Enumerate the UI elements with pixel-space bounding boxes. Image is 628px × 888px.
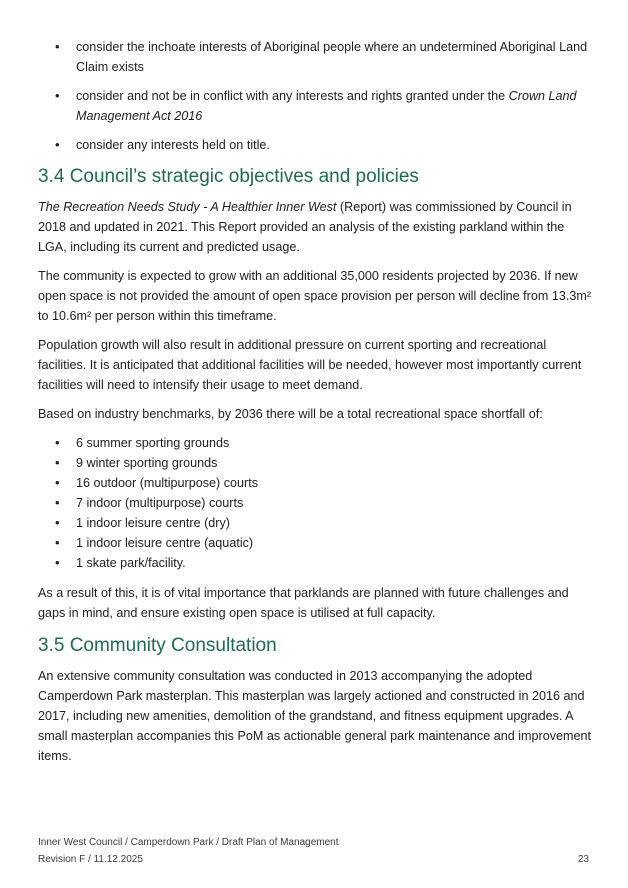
section-heading-3-5: 3.5 Community Consultation — [38, 635, 277, 656]
paragraph-conclusion: As a result of this, it is of vital importance that parklands are planned with future challenges and gaps in mind, and ensure existing open space is utilised at full capacity. — [38, 586, 569, 620]
footer-document-path: Inner West Council / Camperdown Park / Draft Plan of Management — [38, 837, 339, 848]
list-item: • 9 winter sporting grounds — [38, 453, 594, 473]
paragraph-growth: The community is expected to grow with an additional 35,000 residents projected by 2036. If new open space is not provided the amount of open space provision per person will decline from 13.3m² to 10.6m² per person within this timeframe. — [38, 269, 592, 323]
list-item: • 1 indoor leisure centre (dry) — [38, 513, 594, 533]
list-item: • 16 outdoor (multipurpose) courts — [38, 473, 594, 493]
list-item — [38, 135, 594, 155]
list-item: • 1 indoor leisure centre (aquatic) — [38, 533, 594, 553]
paragraph-text: (Report) was commissioned by Council in 2018 and updated in 2021. This Report provided an analysis of the existing parkland within the LGA, including its current and predicted usage. — [38, 200, 572, 254]
act-name: Crown Land Management Act 2016 — [76, 89, 577, 123]
paragraph-report — [38, 197, 594, 257]
footer-revision: Revision F / 11.12.2025 — [38, 854, 143, 865]
paragraph-benchmarks: Based on industry benchmarks, by 2036 there will be a total recreational space shortfall of: — [38, 407, 543, 421]
page-number: 23 — [577, 854, 589, 865]
list-item — [38, 86, 594, 126]
list-item-text: consider and not be in conflict with any interests and rights granted under the — [76, 89, 509, 103]
list-item-text: consider the inchoate interests of Aboriginal people where an undetermined Aboriginal Land Claim exists — [76, 40, 588, 74]
list-item: • 1 skate park/facility. — [38, 553, 594, 573]
shortfall-list — [38, 433, 594, 573]
page-footer — [38, 834, 339, 868]
section-heading-3-4: 3.4 Council’s strategic objectives and policies — [38, 166, 419, 187]
paragraph-pressure: Population growth will also result in additional pressure on current sporting and recreational facilities. It is anticipated that additional facilities will be needed, however most importantly current facilities will need to intensify their usage to meet demand. — [38, 338, 582, 392]
list-item: • 7 indoor (multipurpose) courts — [38, 493, 594, 513]
list-item — [38, 37, 594, 77]
list-item: • 6 summer sporting grounds — [38, 433, 594, 453]
list-item-text: consider any interests held on title. — [76, 138, 270, 152]
paragraph-consultation: An extensive community consultation was conducted in 2013 accompanying the adopted Camperdown Park masterplan. This masterplan was largely actioned and constructed in 2016 and 2017, including new amenities, demolition of the grandstand, and fitness equipment upgrades. A small masterplan accompanies this PoM as actionable general park maintenance and improvement items. — [38, 669, 592, 763]
report-title: The Recreation Needs Study - A Healthier Inner West — [38, 200, 337, 214]
conditions-list — [38, 37, 594, 164]
